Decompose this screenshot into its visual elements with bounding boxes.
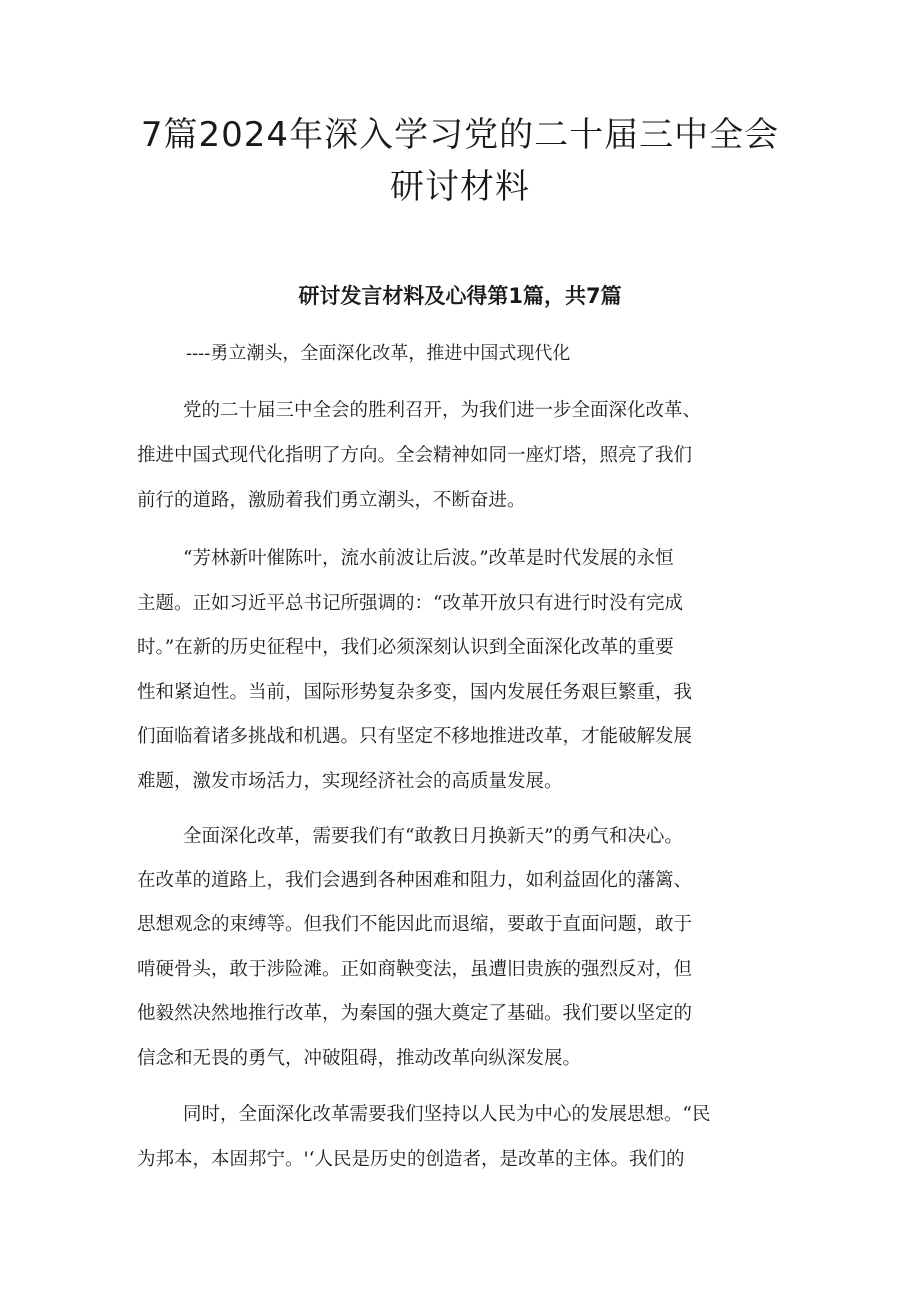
document-title-line-1: 7篇2024年深入学习党的二十届三中全会 [140, 115, 780, 155]
paragraph-1-line-1: 党的二十届三中全会的胜利召开，为我们进一步全面深化改革、 [183, 400, 702, 421]
section-heading: 研讨发言材料及心得第1篇，共7篇 [298, 284, 622, 308]
paragraph-3-line-3: 思想观念的束缚等。但我们不能因此而退缩，要敢于直面问题，敢于 [137, 914, 693, 935]
paragraph-2-line-2: 主题。正如习近平总书记所强调的：“改革开放只有进行时没有完成 [137, 593, 683, 614]
paragraph-3-line-6: 信念和无畏的勇气，冲破阻碍，推动改革向纵深发展。 [137, 1048, 582, 1069]
paragraph-2-line-3: 时。”在新的历史征程中，我们必须深刻认识到全面深化改革的重要 [137, 637, 674, 658]
subheading: ----勇立潮头，全面深化改革，推进中国式现代化 [186, 343, 571, 364]
paragraph-2-line-6: 难题，激发市场活力，实现经济社会的高质量发展。 [137, 771, 563, 792]
paragraph-2-line-1: “芳林新叶催陈叶，流水前波让后波。”改革是时代发展的永恒 [183, 548, 674, 569]
paragraph-4-line-2: 为邦本，本固邦宁。'‘人民是历史的创造者，是改革的主体。我们的 [137, 1149, 685, 1170]
paragraph-1-line-3: 前行的道路，激励着我们勇立潮头，不断奋进。 [137, 490, 526, 511]
paragraph-3-line-4: 啃硬骨头，敢于涉险滩。正如商鞅变法，虽遭旧贵族的强烈反对，但 [137, 959, 693, 980]
paragraph-1-line-2: 推进中国式现代化指明了方向。全会精神如同一座灯塔，照亮了我们 [137, 445, 693, 466]
paragraph-3-line-1: 全面深化改革，需要我们有“敢教日月换新天”的勇气和决心。 [183, 826, 683, 847]
paragraph-2-line-4: 性和紧迫性。当前，国际形势复杂多变，国内发展任务艰巨繁重，我 [137, 682, 693, 703]
document-title-line-2: 研讨材料 [390, 167, 530, 207]
paragraph-3-line-5: 他毅然决然地推行改革，为秦国的强大奠定了基础。我们要以坚定的 [137, 1003, 693, 1024]
paragraph-2-line-5: 们面临着诸多挑战和机遇。只有坚定不移地推进改革，才能破解发展 [137, 726, 693, 747]
paragraph-4-line-1: 同时，全面深化改革需要我们坚持以人民为中心的发展思想。“民 [183, 1104, 711, 1125]
paragraph-3-line-2: 在改革的道路上，我们会遇到各种困难和阻力，如利益固化的藩篱、 [137, 870, 693, 891]
